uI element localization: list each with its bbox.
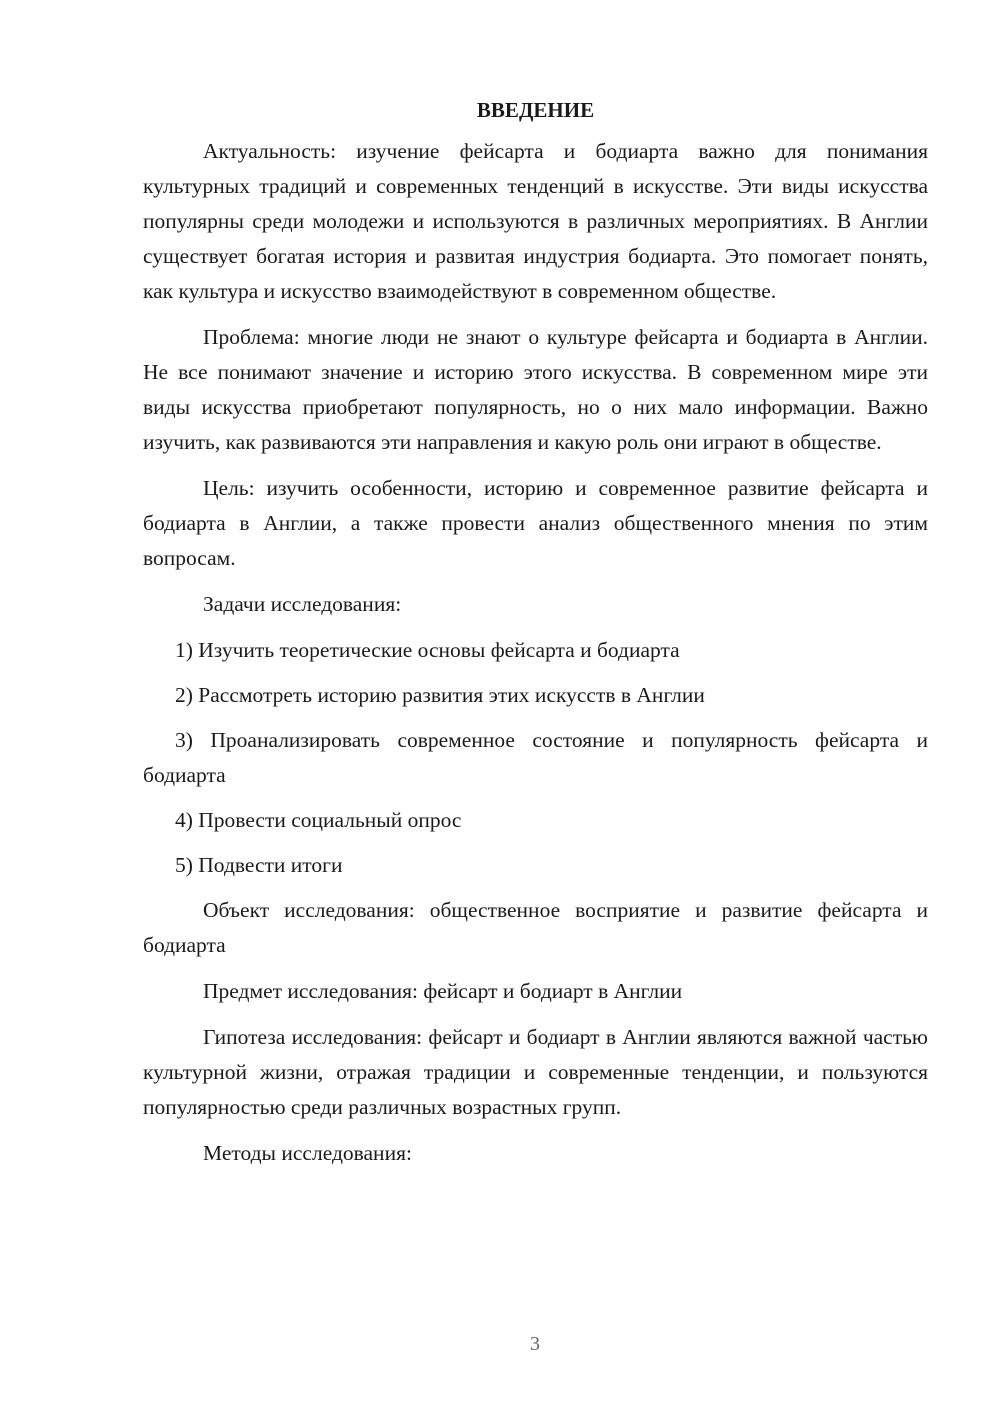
goal-paragraph: Цель: изучить особенности, историю и современное развитие фейсарта и бодиарта в Англии, а также провести анализ общественного мнения по этим вопросам.	[143, 476, 928, 570]
tasks-intro: Задачи исследования:	[203, 592, 402, 616]
task-item-5: 5) Подвести итоги	[175, 853, 343, 877]
subject-paragraph: Предмет исследования: фейсарт и бодиарт в Англии	[203, 979, 683, 1003]
problem-paragraph: Проблема: многие люди не знают о культуре фейсарта и бодиарта в Англии. Не все понимают значение и историю этого искусства. В современном мире эти виды искусства приобретают популярность, но о них мало информации. Важно изучить, как развиваются эти направления и какую роль они играют в обществе.	[143, 325, 928, 454]
document-page	[143, 95, 928, 1182]
relevance-paragraph: Актуальность: изучение фейсарта и бодиарта важно для понимания культурных традиций и современных тенденций в искусстве. Эти виды искусства популярны среди молодежи и используются в различных мероприятиях. В Англии существует богатая история и развитая индустрия бодиарта. Это помогает понять, как культура и искусство взаимодействуют в современном обществе.	[143, 139, 928, 303]
section-heading: ВВЕДЕНИЕ	[476, 98, 595, 122]
page-number: 3	[530, 1333, 540, 1355]
task-item-3: 3) Проанализировать современное состояние и популярность фейсарта и бодиарта	[143, 728, 928, 787]
task-item-2: 2) Рассмотреть историю развития этих искусств в Англии	[175, 683, 705, 707]
task-item-4: 4) Провести социальный опрос	[175, 808, 462, 832]
hypothesis-paragraph: Гипотеза исследования: фейсарт и бодиарт в Англии являются важной частью культурной жизни, отражая традиции и современные тенденции, и пользуются популярностью среди различных возрастных групп.	[143, 1025, 928, 1119]
task-item-1: 1) Изучить теоретические основы фейсарта и бодиарта	[175, 638, 680, 662]
methods-paragraph: Методы исследования:	[203, 1141, 412, 1165]
object-paragraph: Объект исследования: общественное восприятие и развитие фейсарта и бодиарта	[143, 898, 928, 957]
